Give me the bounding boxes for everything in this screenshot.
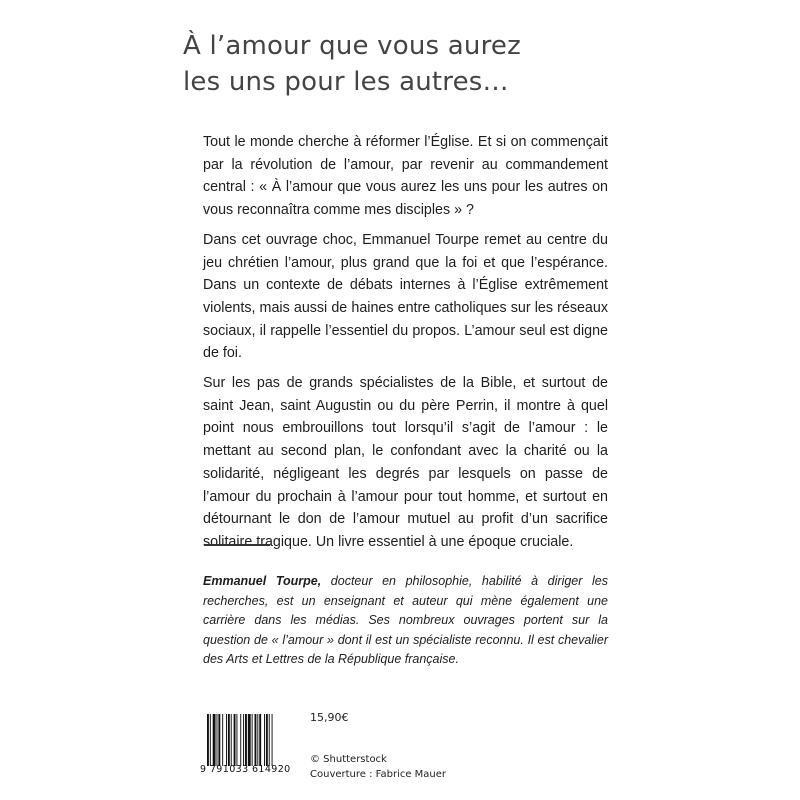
barcode-bar [240, 714, 241, 766]
barcode-bar [257, 714, 258, 766]
barcode-bar [266, 714, 268, 766]
barcode-bar [269, 714, 270, 766]
barcode-bar [234, 714, 236, 766]
barcode-bar [228, 714, 230, 766]
title-line-1: À l’amour que vous aurez [183, 31, 521, 61]
barcode-bar [207, 714, 209, 766]
barcode-bar [252, 714, 253, 766]
barcode-bar [222, 714, 223, 766]
author-name: Emmanuel Tourpe, [203, 574, 322, 588]
barcode-bar [259, 714, 261, 766]
barcode-bar [217, 714, 218, 766]
barcode-bar [210, 714, 211, 766]
barcode-bar [231, 714, 232, 766]
author-bio-text: docteur en philosophie, habilité à diriger les recherches, est un enseignant et auteur qui mène également une carrière dans les médias. Ses nombreux ouvrages portent sur la question de « l’amour » dont il est un spécialiste reconnu. Il est chevalier des Arts et Lettres de la République française. [203, 574, 608, 666]
barcode-bar [248, 714, 251, 766]
book-title [183, 28, 603, 100]
barcode-bar [236, 714, 237, 766]
price: 15,90€ [310, 711, 349, 724]
barcode-bar [245, 714, 247, 766]
blurb-paragraph-1: Tout le monde cherche à réformer l’Église. Et si on commençait par la révolution de l’amour, par revenir au commandement central : « À l’amour que vous aurez les uns pour les autres on vous reconnaîtra comme mes disciples » ? [203, 134, 608, 219]
barcode-bar [213, 714, 216, 766]
isbn-number: 9 791033 614920 [200, 764, 291, 775]
title-line-2: les uns pour les autres… [183, 67, 509, 97]
barcode [205, 714, 293, 766]
blurb-paragraph-3: Sur les pas de grands spécialistes de la Bible, et surtout de saint Jean, saint Augustin ou du père Perrin, il montre à quel point nous embrouillons tout lorsqu’il s’agit de l’amour : le mettant au second plan, le confondant avec la charité ou la solidarité, négligeant les degrés par lesquels on passe de l’amour du prochain à l’amour pour tout homme, et surtout en détournant le don de l’amour mutuel au profit d’un sacrifice solitaire tragique. Un livre essentiel à une époque cruciale. [203, 375, 608, 550]
blurb-paragraph-2: Dans cet ouvrage choc, Emmanuel Tourpe remet au centre du jeu chrétien l’amour, plus grand que la foi et que l’espérance. Dans un contexte de débats internes à l’Église extrêmement violents, mais aussi de haines entre catholiques sur les réseaux sociaux, il rappelle l’essentiel du propos. L’amour seul est digne de foi. [203, 231, 608, 362]
barcode-bar [226, 714, 227, 766]
photo-credit: © Shutterstock [310, 754, 387, 765]
barcode-bar [243, 714, 244, 766]
blurb [203, 131, 608, 561]
barcode-bar [218, 714, 220, 766]
author-bio [203, 572, 608, 670]
section-divider [204, 544, 270, 546]
credits [310, 752, 446, 782]
barcode-bar [255, 714, 257, 766]
cover-credit: Couverture : Fabrice Mauer [310, 769, 447, 780]
barcode-bar [272, 714, 273, 766]
barcode-bars [205, 714, 293, 766]
barcode-bar [264, 714, 265, 766]
